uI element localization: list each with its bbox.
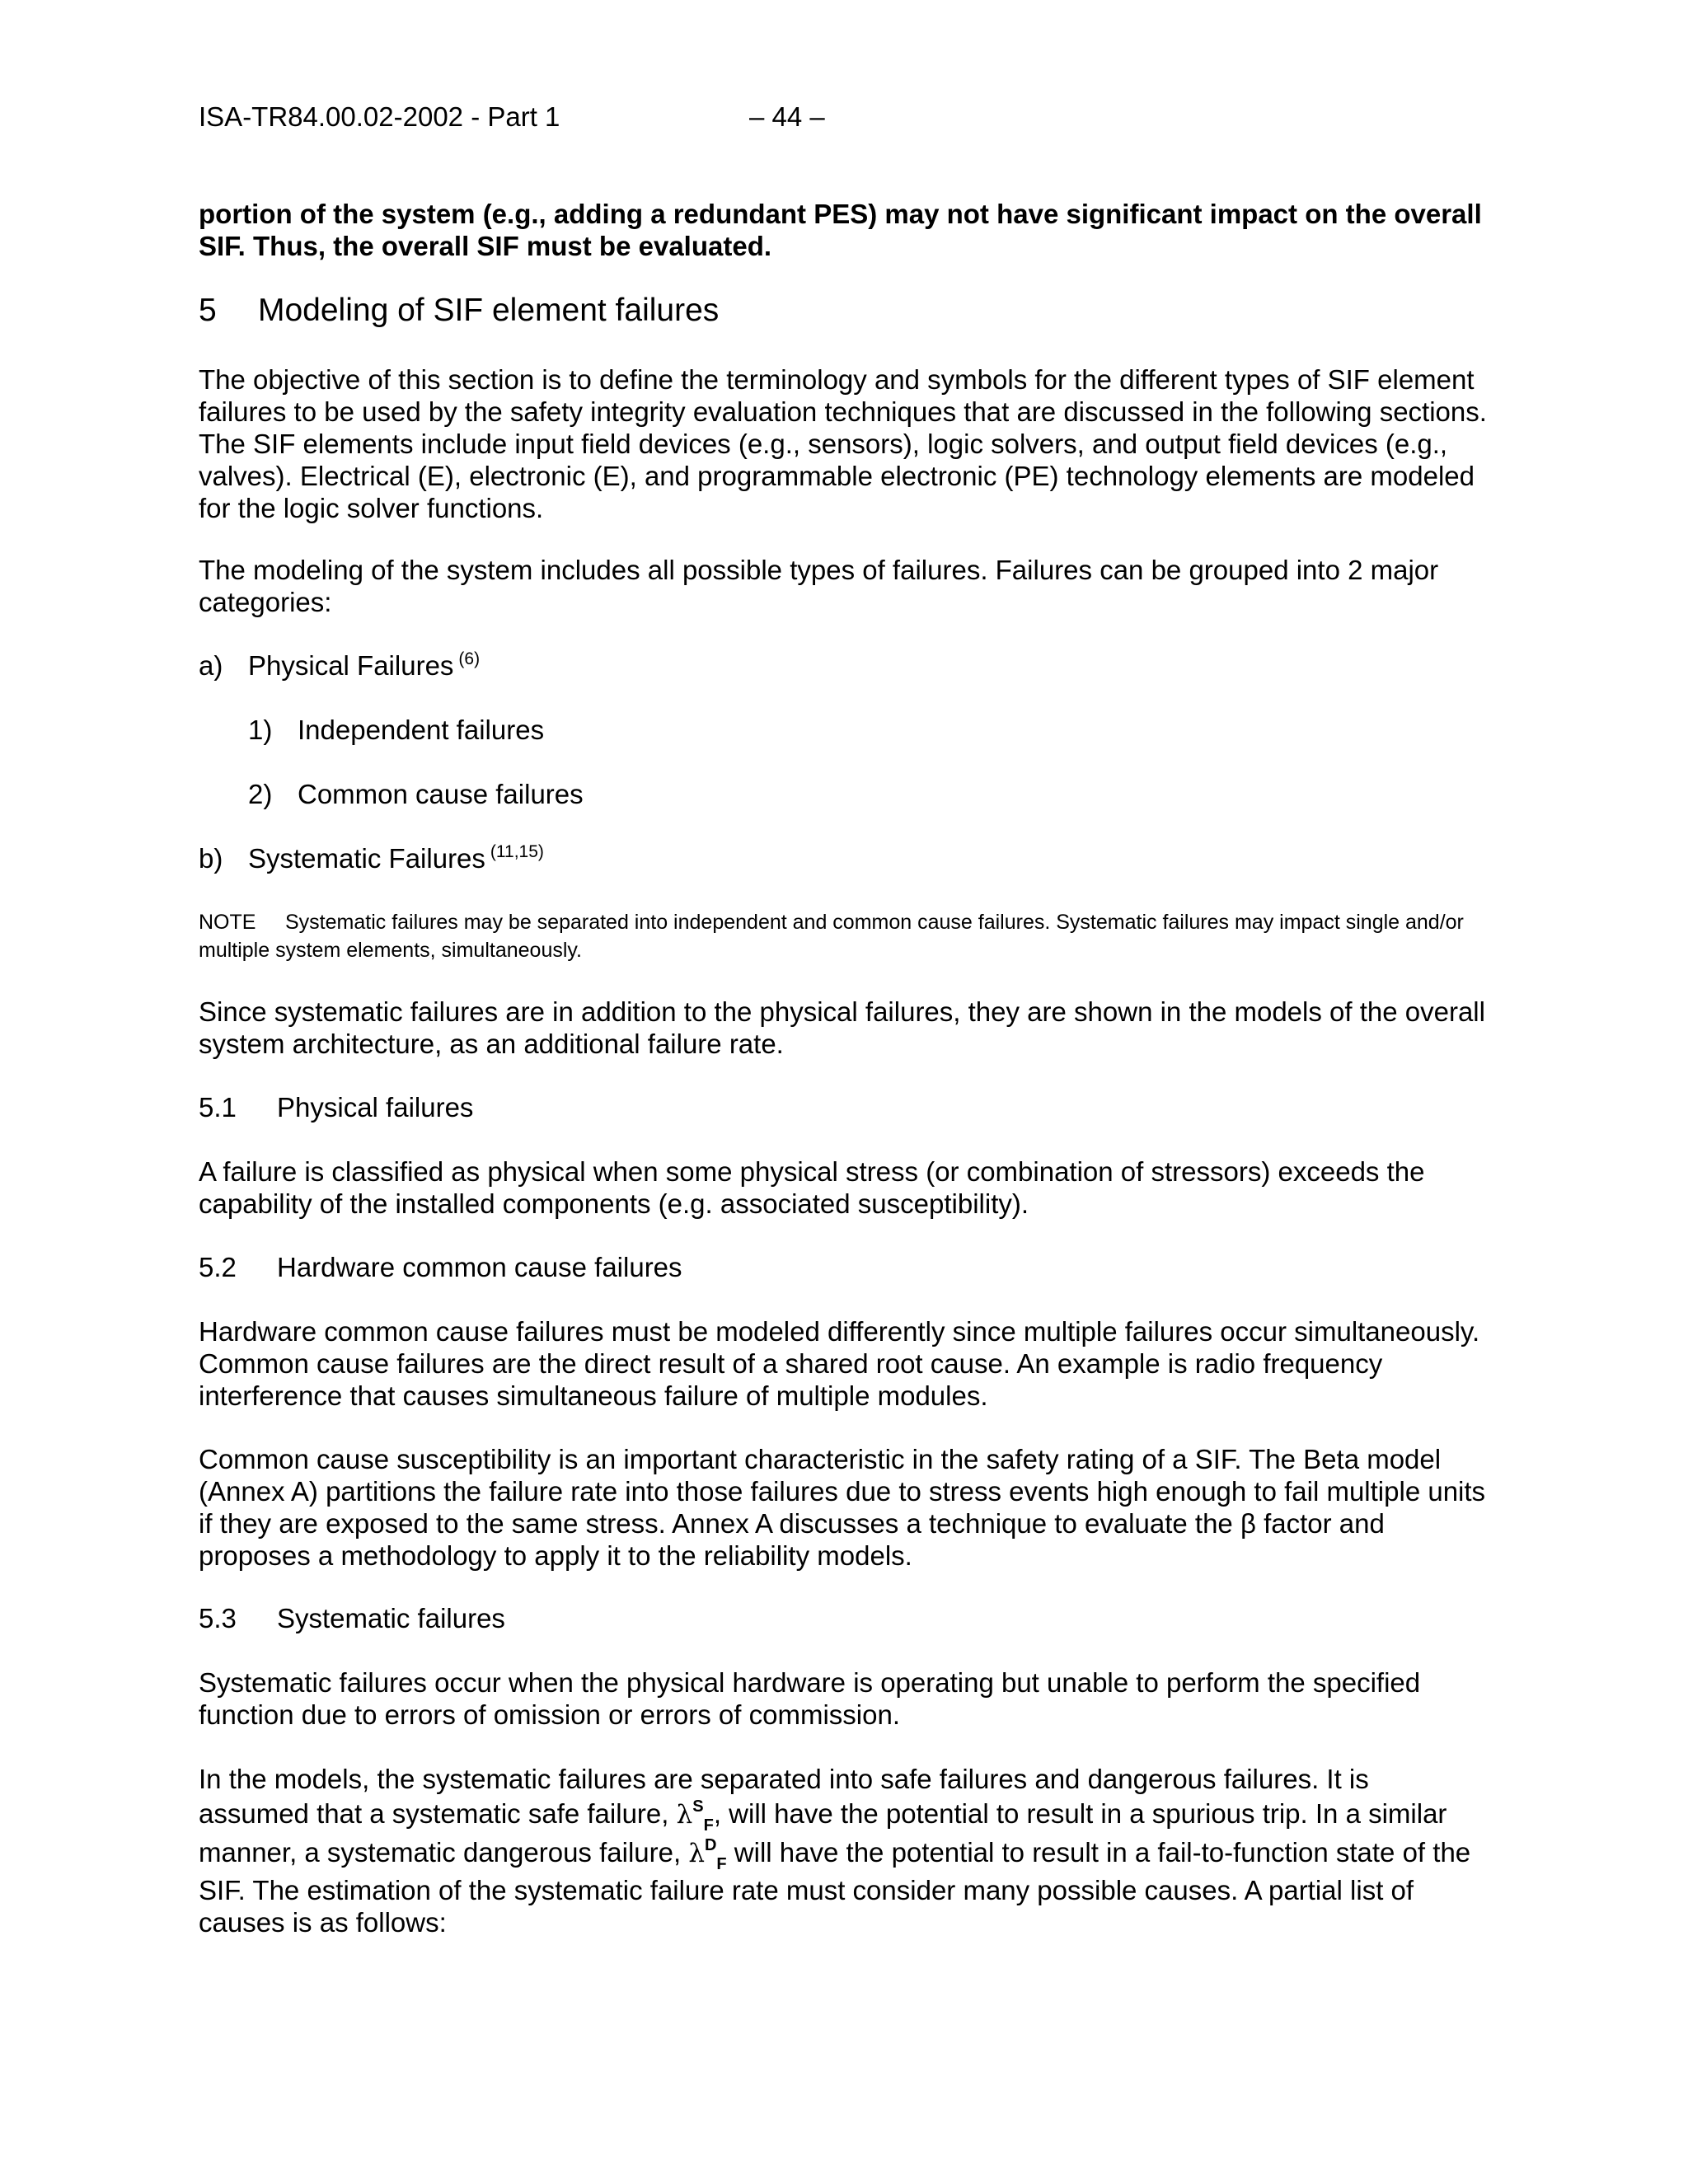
text-run: assumed that a systematic safe failure, xyxy=(199,1798,677,1829)
reference-superscript: (6) xyxy=(458,649,481,668)
section-heading xyxy=(199,292,1501,330)
text-run: manner, a systematic dangerous failure, xyxy=(199,1837,689,1868)
carryover-paragraph: portion of the system (e.g., adding a redundant PES) may not have significant impact on the overall SIF. Thus, the overall SIF must be evaluated. xyxy=(199,199,1482,261)
paragraph-physical-failure: A failure is classified as physical when some physical stress (or combination of stressors) exceeds the capability of the installed components (e.g. associated susceptibility). xyxy=(199,1156,1425,1219)
list-label: Independent failures xyxy=(298,715,545,745)
subsection-title: Hardware common cause failures xyxy=(277,1252,682,1282)
text-line: In the models, the systematic failures are separated into safe failures and dangerous failures. It is xyxy=(199,1764,1369,1794)
reference-superscript: (11,15) xyxy=(490,842,544,861)
list-label: Physical Failures xyxy=(248,650,454,681)
lambda-symbol: λ xyxy=(676,1800,693,1830)
list-item-independent-failures xyxy=(248,714,1550,746)
list-marker: 1) xyxy=(248,715,273,745)
running-header xyxy=(199,101,1501,134)
note-text: Systematic failures may be separated into independent and common cause failures. Systematic failures may impact single and/or multiple system elements, simultaneously. xyxy=(199,911,1464,962)
subscript-f: F xyxy=(703,1816,714,1835)
list-item-common-cause-failures xyxy=(248,778,1550,810)
paragraph-modeling: The modeling of the system includes all possible types of failures. Failures can be grouped into 2 major categories: xyxy=(199,555,1439,617)
paragraph-systematic-addition: Since systematic failures are in addition to the physical failures, they are shown in the models of the overall system architecture, as an additional failure rate. xyxy=(199,996,1485,1059)
superscript-s: S xyxy=(692,1797,704,1816)
paragraph-systematic-models xyxy=(199,1762,1501,1938)
section-title: Modeling of SIF element failures xyxy=(258,293,720,328)
page-number: – 44 – xyxy=(749,101,825,132)
subsection-number: 5.1 xyxy=(199,1092,237,1122)
list-marker: b) xyxy=(199,843,223,874)
list-marker: a) xyxy=(199,650,223,681)
list-label: Systematic Failures xyxy=(248,843,485,874)
subsection-title: Physical failures xyxy=(277,1092,474,1122)
paragraph-systematic-definition: Systematic failures occur when the physical hardware is operating but unable to perform the specified function due to errors of omission or errors of commission. xyxy=(199,1667,1421,1730)
text-line xyxy=(199,1797,1501,1835)
subsection-number: 5.2 xyxy=(199,1252,237,1282)
list-label: Common cause failures xyxy=(298,779,584,809)
note-label: NOTE xyxy=(199,911,256,934)
document-id: ISA-TR84.00.02-2002 - Part 1 xyxy=(199,101,560,132)
text-line xyxy=(199,1835,1501,1874)
subsection-heading-5-1 xyxy=(199,1091,1501,1123)
superscript-d: D xyxy=(704,1836,717,1854)
subscript-f: F xyxy=(716,1855,727,1873)
paragraph-common-cause: Hardware common cause failures must be modeled differently since multiple failures occur simultaneously. Common cause failures are the direct result of a shared root cause. An example is radio frequency interference that causes simultaneous failure of multiple modules. xyxy=(199,1316,1480,1411)
text-run: will have the potential to result in a fail-to-function state of the xyxy=(726,1837,1471,1868)
paragraph-objective: The objective of this section is to define the terminology and symbols for the different types of SIF element failures to be used by the safety integrity evaluation techniques that are discussed in the following sections. The SIF elements include input field devices (e.g., sensors), logic solvers, and output field devices (e.g., valves). Electrical (E), electronic (E), and programmable electronic (PE) technology elements are modeled for the logic solver functions. xyxy=(199,364,1487,523)
subsection-number: 5.3 xyxy=(199,1603,237,1633)
subsection-heading-5-3 xyxy=(199,1602,1501,1634)
subsection-heading-5-2 xyxy=(199,1251,1501,1283)
text-line: SIF. The estimation of the systematic failure rate must consider many possible causes. A partial list of causes is as follows: xyxy=(199,1875,1414,1938)
list-item-physical-failures xyxy=(199,649,1501,682)
list-marker: 2) xyxy=(248,779,273,809)
list-item-systematic-failures xyxy=(199,842,1501,874)
subsection-title: Systematic failures xyxy=(277,1603,505,1633)
paragraph-beta-model: Common cause susceptibility is an important characteristic in the safety rating of a SIF. The Beta model (Annex A) partitions the failure rate into those failures due to stress events high enough to fail multiple units if they are exposed to the same stress. Annex A discusses a technique to evaluate the β factor and proposes a methodology to apply it to the reliability models. xyxy=(199,1444,1486,1571)
section-number: 5 xyxy=(199,293,217,328)
lambda-symbol: λ xyxy=(688,1839,705,1868)
note-paragraph xyxy=(199,908,1501,964)
text-run: , will have the potential to result in a spurious trip. In a similar xyxy=(713,1798,1447,1829)
